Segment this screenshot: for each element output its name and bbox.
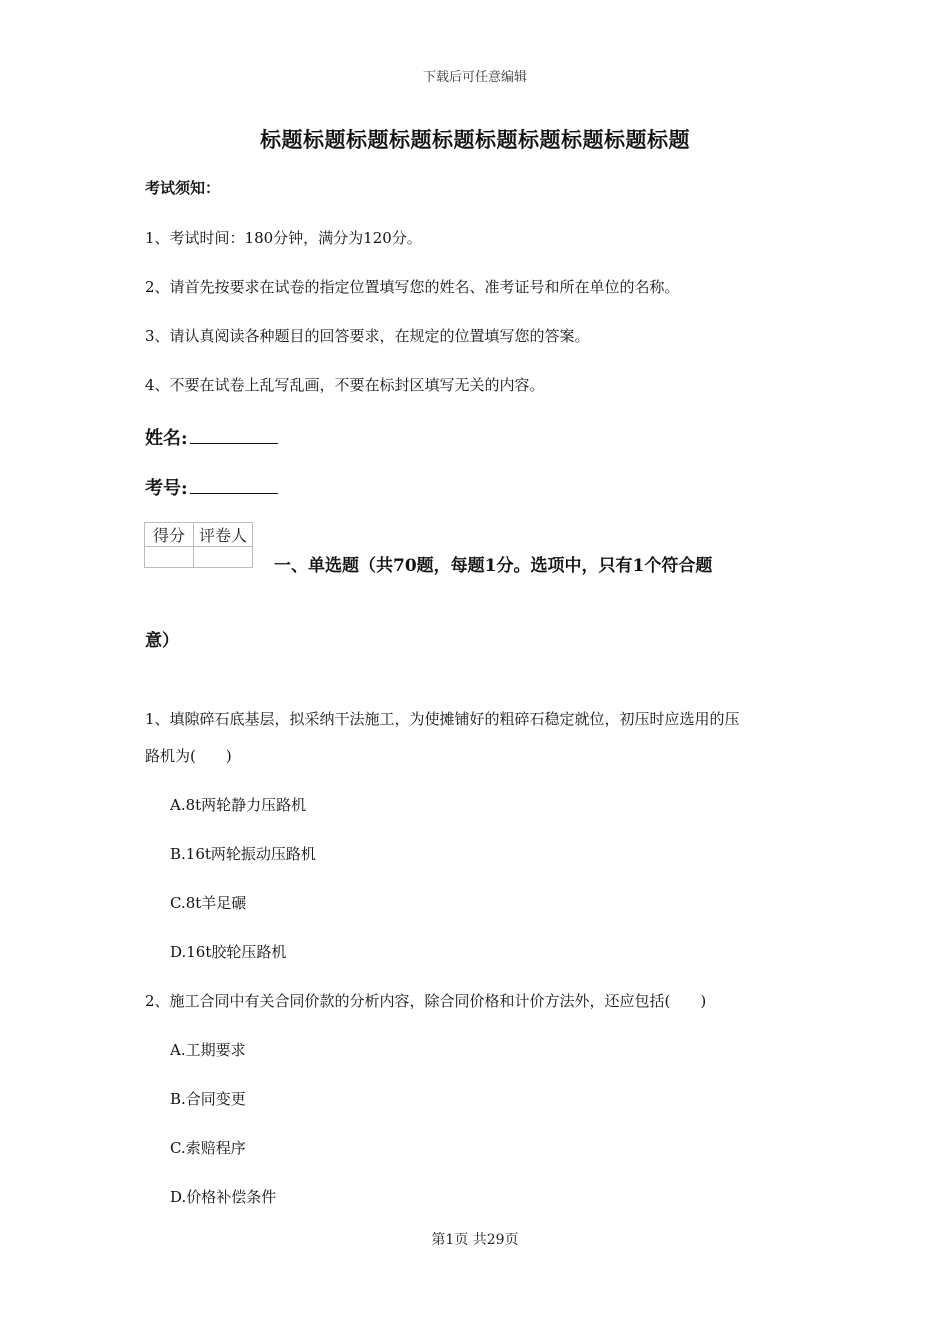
question-option: C.索赔程序 [170, 1139, 246, 1157]
section-title: 一、单选题（共70题，每题1分。选项中，只有1个符合题 [274, 556, 713, 576]
notice-rule: 3、请认真阅读各种题目的回答要求，在规定的位置填写您的答案。 [145, 327, 590, 345]
exam-id-field [145, 474, 278, 500]
score-header: 得分 [145, 523, 194, 547]
question-option: A.8t两轮静力压路机 [170, 796, 307, 814]
document-title: 标题标题标题标题标题标题标题标题标题标题 [260, 127, 690, 152]
question-option: C.8t羊足碾 [170, 894, 247, 912]
question-option: D.价格补偿条件 [170, 1188, 277, 1206]
header-note: 下载后可任意编辑 [422, 70, 527, 85]
question-text: 2、施工合同中有关合同价款的分析内容，除合同价格和计价方法外，还应包括( ) [145, 992, 707, 1010]
name-blank-line[interactable] [190, 425, 278, 444]
notice-rule: 4、不要在试卷上乱写乱画，不要在标封区填写无关的内容。 [145, 376, 545, 394]
grader-header: 评卷人 [194, 523, 253, 547]
notice-heading: 考试须知： [145, 179, 221, 197]
question-option: A.工期要求 [170, 1041, 246, 1059]
name-field [145, 424, 278, 450]
question-option: B.16t两轮振动压路机 [170, 845, 316, 863]
question-option: D.16t胶轮压路机 [170, 943, 287, 961]
name-label: 姓名: [145, 428, 188, 449]
question-text: 1、填隙碎石底基层，拟采纳干法施工，为使摊铺好的粗碎石稳定就位，初压时应选用的压 [145, 710, 740, 728]
exam-id-blank-line[interactable] [190, 475, 278, 494]
grader-cell[interactable] [194, 547, 253, 568]
score-table [144, 522, 253, 568]
question-text-continued: 路机为( ) [145, 747, 232, 765]
score-cell[interactable] [145, 547, 194, 568]
exam-id-label: 考号: [145, 478, 188, 499]
page-footer: 第1页 共29页 [431, 1232, 519, 1248]
section-title-continued: 意） [145, 631, 179, 651]
notice-rule: 2、请首先按要求在试卷的指定位置填写您的姓名、准考证号和所在单位的名称。 [145, 278, 680, 296]
notice-rule: 1、考试时间：180分钟，满分为120分。 [145, 229, 422, 247]
question-option: B.合同变更 [170, 1090, 246, 1108]
